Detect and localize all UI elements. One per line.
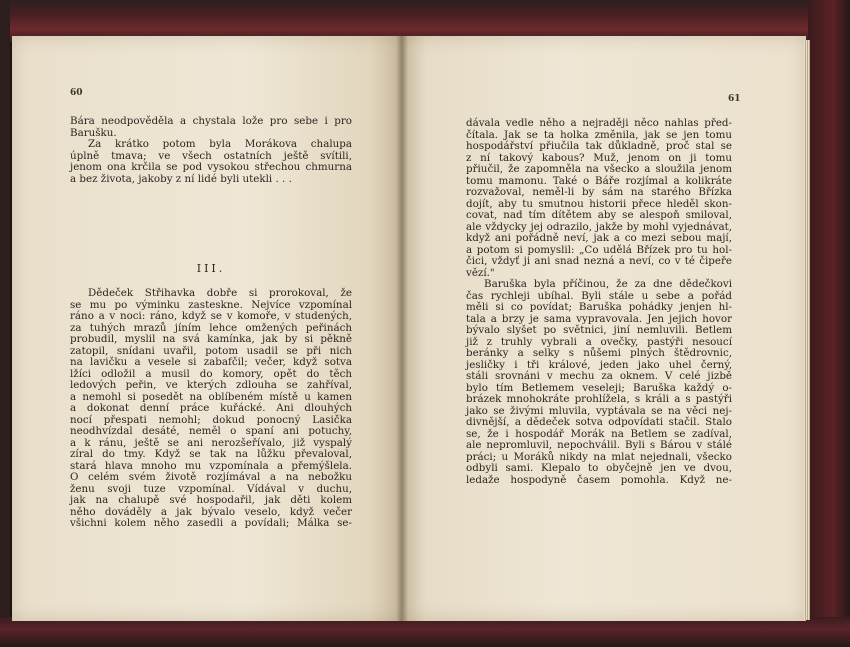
text-line: již z truhly vybrali a ovečky, pastýři nesoucí — [466, 335, 732, 348]
text-line: ženu svoji tuze vzpomínal. Vídával v duchu, — [70, 482, 352, 495]
book-gutter — [396, 36, 408, 621]
text-line: stará hlava mnoho mu vzpomínala a přemýšlela. — [70, 459, 352, 472]
text-line: ale nepromluvil, nepochválil. Byli s Bárou v stálé — [466, 439, 732, 451]
text-line: hospodářství přiučila tak důkladně, proč stal se — [466, 140, 732, 152]
text-line: se, že i hospodář Morák na Betlem se zadíval, — [466, 427, 732, 440]
text-line: zatopil, snídani uvařil, potom usadil se při nich — [70, 344, 352, 357]
page-number-left: 60 — [70, 88, 83, 98]
text-line: dávala vedle něho a nejraději něco nahlas před- — [466, 117, 732, 129]
text-line: probudil, myslil na svá kamínka, jak by si pěkně — [70, 333, 352, 345]
text-line: divnější, a dědeček sotva odpovídati stačil. Stalo — [466, 416, 732, 428]
text-line: ale vždycky jej odrazilo, jakže by mohl vyjednávat, — [466, 220, 732, 233]
right-page — [402, 36, 806, 621]
text-line: bývalo slyšet po světnici, jiní nemluvili. Betlem — [466, 324, 732, 336]
text-line: jenom ona krčila se pod vysokou střechou chmurna — [70, 161, 352, 173]
text-line: a bez života, jakoby z ní lidé byli utekli . . . — [70, 172, 292, 185]
text-line: když ani pořádně neví, jak a co mezi sebou mají, — [466, 232, 732, 244]
text-line: stáli srovnáni v mechu za oknem. V celé jizbě — [466, 370, 732, 382]
text-line: dojít, aby tu smutnou historii přece hleděl skon- — [466, 197, 732, 210]
text-line: vězí." — [466, 266, 495, 279]
text-line: Barušku. — [70, 126, 117, 139]
text-line: O celém svém životě rozjímával a na nebožku — [70, 471, 352, 483]
text-line: covat, nad tím dítětem aby se alespoň smiloval, — [466, 209, 732, 221]
text-line: přiučil, že zapomněla na všecko a sloužila jenom — [466, 163, 732, 175]
text-line: tala a brzy je sama vypravovala. Jen jejich hovor — [466, 312, 732, 325]
text-line: a dokonat denní práce kuřácké. Ani dlouhých — [70, 402, 352, 414]
text-line: bylo tím Betlemem veseleji; Baruška každý o- — [466, 381, 732, 394]
text-line: beránky a selky s nůšemi plných štědrovnic, — [466, 347, 732, 359]
text-line: lžíci odložil a musil do komory, opět do těch — [70, 367, 352, 380]
left-page — [12, 36, 402, 621]
text-line: a k ránu, ještě se ani nerozšeřívalo, již vyspalý — [70, 436, 352, 449]
text-line: nocí přespati nemohl; dokud ponocný Lasička — [70, 413, 352, 426]
text-line: Bára neodpověděla a chystala lože pro sebe i pro — [70, 115, 352, 127]
text-line: měli si co povídat; Baruška pohádky jenjen hl- — [466, 301, 732, 313]
page-number-right: 61 — [728, 94, 741, 104]
text-line: a nemohl si posedět na oblíbeném místě u kamen — [70, 390, 352, 403]
text-line: na lavičku a vesele si zabafčil; večer, když sotva — [70, 356, 352, 368]
text-line: všichni kolem něho zasedli a povídali; Málka se- — [70, 517, 352, 529]
text-line: neodhvízdal desáté, neměl o spaní ani potuchy, — [70, 425, 352, 437]
text-line: čítala. Jak se ta holka změnila, jak se jen tomu — [466, 128, 732, 141]
text-line: rozvažoval, neměl-li by sám na starého Břízka — [466, 186, 732, 198]
book-cover-left — [0, 0, 10, 647]
text-line: jako se živými mluvila, vyptávala se na věci nej- — [466, 404, 732, 417]
text-line: brázek mnohokráte prohlížela, s králi a s pastýři — [466, 393, 732, 405]
text-line: úplně tmava; ve všech ostatních ještě svítili, — [70, 149, 352, 162]
text-line: ráno a v noci: ráno, když se v komoře, v studených, — [70, 310, 352, 322]
text-line: něho dováděly a jak bývalo veselo, když večer — [70, 505, 352, 518]
text-line: zíral do tmy. Když se tak na lůžku převaloval, — [70, 448, 352, 460]
left-paragraph-body — [70, 288, 352, 530]
text-line: odbyli sami. Klepalo to obyčejně jen ve dvou, — [466, 462, 732, 474]
text-line: a potom si pomyslil: „Co udělá Břízek pro tu hol- — [466, 243, 732, 256]
text-line: se mu po výminku zasteskne. Nejvíce vzpomínal — [70, 298, 352, 311]
text-line: tomu mamonu. Také o Báře rozjímal a kolikráte — [466, 174, 732, 187]
left-paragraph-top — [70, 116, 352, 185]
text-line: Baruška byla příčinou, že za dne dědečkovi — [484, 278, 732, 290]
text-line: čas rychleji ubíhal. Byli stále u sebe a pořád — [466, 289, 732, 302]
text-line: Dědeček Střihavka dobře si prorokoval, že — [88, 287, 352, 299]
text-line: jak na chalupě své hospodařil, jak děti kolem — [70, 494, 352, 506]
chapter-heading: III. — [196, 262, 226, 275]
right-page-text — [466, 118, 732, 486]
book-cover-bottom — [0, 617, 850, 647]
text-line: jesličky i tři králové, jeden jako uhel černý, — [466, 358, 732, 371]
text-line: ledaže hospodyně časem pomohla. Když ne- — [466, 473, 732, 486]
book-cover-right — [808, 0, 850, 647]
text-line: ledových peřin, ve kterých zdlouha se zahříval, — [70, 379, 352, 391]
text-line: čici, vždyť ji ani snad nezná a neví, co v té čipeře — [466, 255, 732, 267]
text-line: z ní takový kabous? Muž, jenom on ji tomu — [466, 151, 732, 164]
text-line: Za krátko potom byla Morákova chalupa — [88, 138, 352, 150]
page-edges — [804, 40, 810, 620]
text-line: za tuhých mrazů jíním lehce omžených peřinách — [70, 321, 352, 334]
text-line: práci; u Moráků nikdy na mlat nejednali, všecko — [466, 450, 732, 463]
